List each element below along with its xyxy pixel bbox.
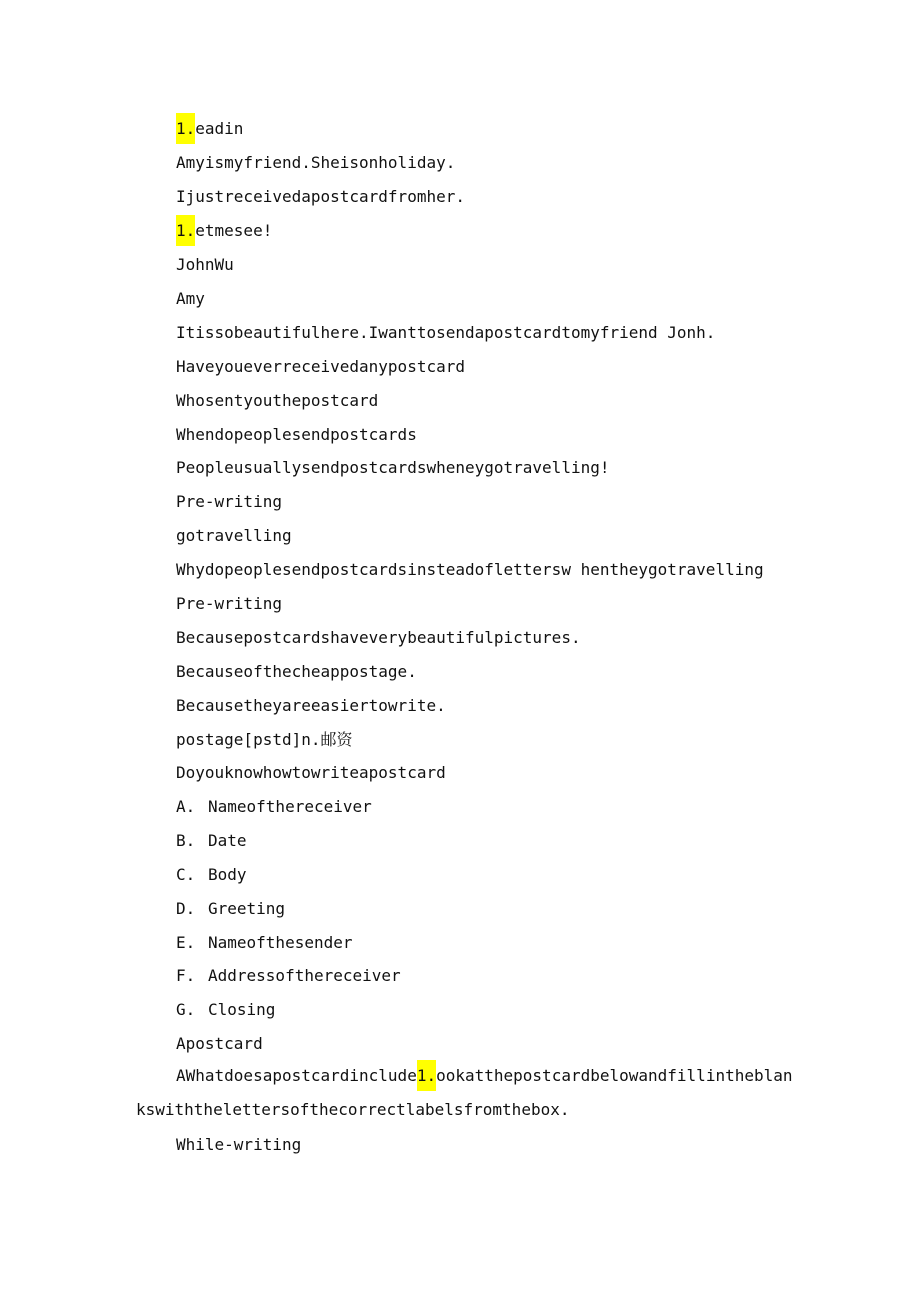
option-item: A. Nameofthereceiver xyxy=(176,797,372,816)
text-line: 1.etmesee! xyxy=(176,221,272,241)
option-item: F. Addressofthereceiver xyxy=(176,966,401,985)
option-item: B. Date xyxy=(176,831,247,850)
text-line: JohnWu xyxy=(176,255,234,274)
highlight-mark: 1. xyxy=(176,113,195,144)
text-line: Becauseofthecheappostage. xyxy=(176,662,417,681)
option-letter: C. xyxy=(176,865,196,884)
option-item: G. Closing xyxy=(176,1000,276,1019)
option-letter: B. xyxy=(176,831,196,850)
text-line: Whendopeoplesendpostcards xyxy=(176,425,417,444)
text-line: gotravelling xyxy=(176,526,292,545)
option-letter: A. xyxy=(176,797,196,816)
text-line: Whydopeoplesendpostcardsinsteadoflettersw hentheygotravelling xyxy=(176,560,764,579)
option-letter: F. xyxy=(176,966,196,985)
text-line: Ijustreceivedapostcardfromher. xyxy=(176,187,465,206)
text-line: Haveyoueverreceivedanypostcard xyxy=(176,357,465,376)
section-heading: Pre-writing xyxy=(176,594,282,613)
text-line: Becausepostcardshaveverybeautifulpictures. xyxy=(176,628,581,647)
option-item: C. Body xyxy=(176,865,247,884)
option-letter: G. xyxy=(176,1000,196,1019)
section-heading: While-writing xyxy=(176,1135,302,1154)
option-letter: D. xyxy=(176,899,196,918)
text-line: Doyouknowhowtowriteapostcard xyxy=(176,763,446,782)
text-line: Amyismyfriend.Sheisonholiday. xyxy=(176,153,456,172)
option-letter: E. xyxy=(176,933,196,952)
option-item: D. Greeting xyxy=(176,899,286,918)
text-line: Apostcard xyxy=(176,1034,263,1053)
option-item: E. Nameofthesender xyxy=(176,933,353,952)
section-heading: Pre-writing xyxy=(176,492,282,511)
vocabulary-line: postage[pstd]n.邮资 xyxy=(176,730,353,749)
text-line: 1.eadin xyxy=(176,119,243,139)
text-line: Peopleusuallysendpostcardswheneygotravelling! xyxy=(176,458,610,477)
text-line: Whosentyouthepostcard xyxy=(176,391,379,410)
text-line: Itissobeautifulhere.Iwanttosendapostcardtomyfriend Jonh. xyxy=(176,323,716,342)
text-line: Amy xyxy=(176,289,205,308)
text-line: Becausetheyareeasiertowrite. xyxy=(176,696,446,715)
instruction-paragraph: AWhatdoesapostcardinclude1.ookatthepostcardbelowandfillintheblankswiththelettersofthecorrectlabelsfromthebox. xyxy=(136,1059,796,1127)
highlight-mark: 1. xyxy=(417,1060,436,1091)
highlight-mark: 1. xyxy=(176,215,195,246)
